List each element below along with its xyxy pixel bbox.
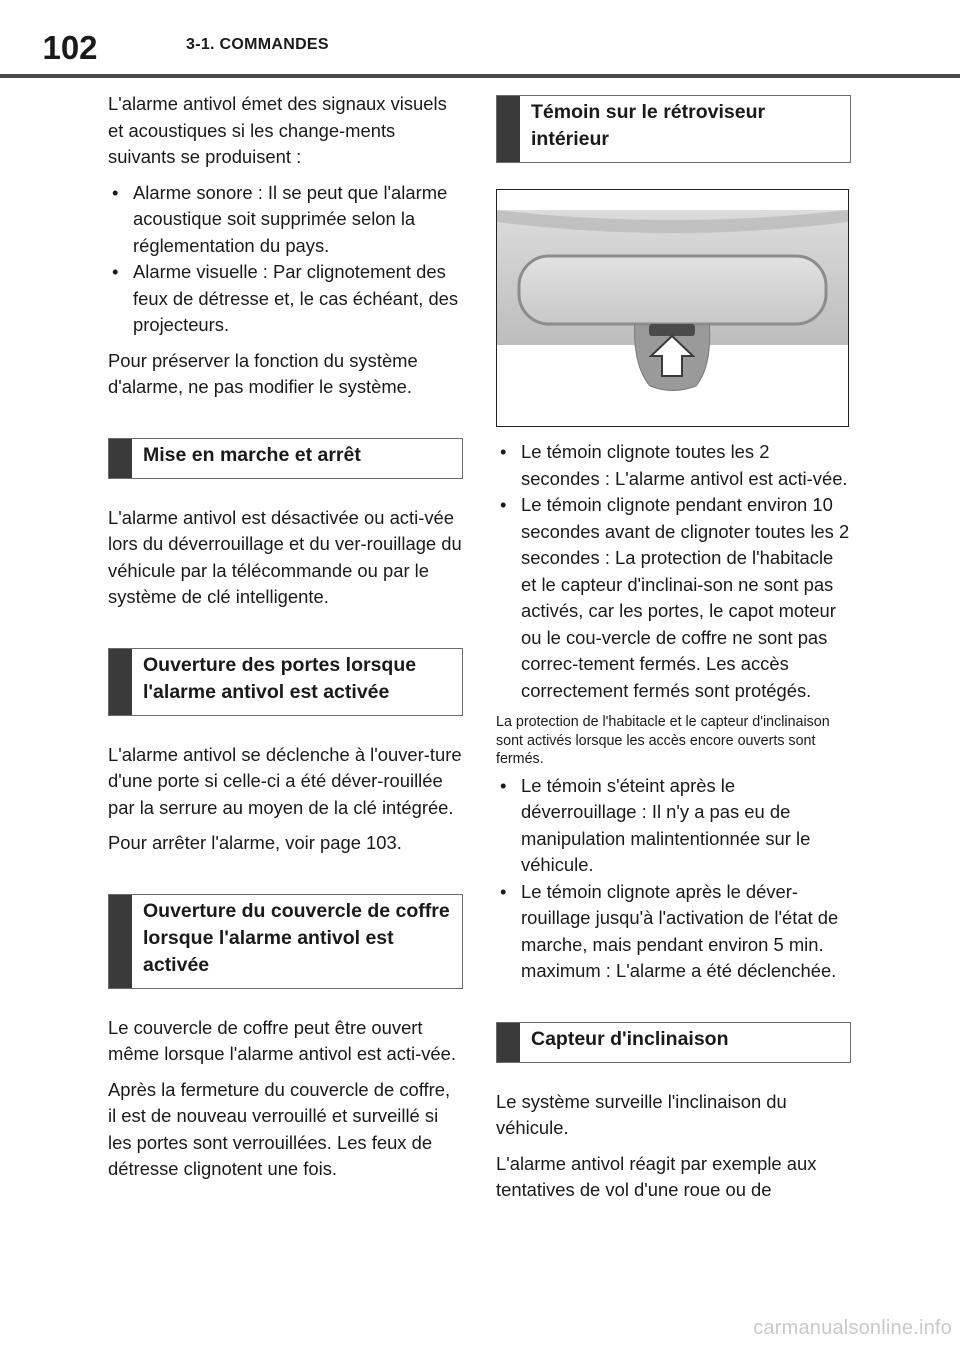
bullet-item: • Le témoin s'éteint après le déverrouillage : Il n'y a pas eu de manipulation malintentionnée sur le véhicule. bbox=[496, 773, 851, 879]
page-header bbox=[0, 0, 960, 78]
trunk-text-1: Le couvercle de coffre peut être ouvert même lorsque l'alarme antivol est acti-vée. bbox=[108, 1016, 456, 1064]
left-column bbox=[108, 91, 463, 1192]
heading-text: Capteur d'inclinaison bbox=[531, 1027, 729, 1050]
tilt-text-2: L'alarme antivol réagit par exemple aux tentatives de vol d'une roue ou de bbox=[496, 1152, 817, 1200]
indicator-led bbox=[649, 324, 695, 336]
page-number: 102 bbox=[42, 29, 98, 66]
bullet-item: • Alarme sonore : Il se peut que l'alarme acoustique soit supprimée selon la réglementation du pays. bbox=[108, 180, 463, 260]
section-title: 3-1. COMMANDES bbox=[186, 36, 329, 53]
doors-stop-text: Pour arrêter l'alarme, voir page 103. bbox=[108, 832, 402, 853]
mirror-body bbox=[519, 256, 826, 324]
indicator-note: La protection de l'habitacle et le capteur d'inclinaison sont activés lorsque les accès encore ouverts sont fermés. bbox=[496, 714, 830, 767]
heading-mise-en-marche bbox=[108, 438, 463, 479]
heading-capteur-inclinaison bbox=[496, 1022, 851, 1063]
heading-text: Témoin sur le rétroviseur intérieur bbox=[531, 101, 766, 150]
indicator-bullet-list-2 bbox=[496, 773, 851, 985]
heading-text: Ouverture des portes lorsque l'alarme antivol est activée bbox=[143, 653, 417, 703]
tilt-text-1: Le système surveille l'inclinaison du véhicule. bbox=[496, 1090, 787, 1138]
heading-bar bbox=[109, 895, 132, 988]
mirror-illustration bbox=[496, 189, 849, 427]
heading-ouverture-coffre bbox=[108, 894, 463, 989]
doors-text: L'alarme antivol se déclenche à l'ouver-ture d'une porte si celle-ci a été déver-rouillée par la serrure au moyen de la clé intégrée. bbox=[108, 743, 462, 818]
intro-text: L'alarme antivol émet des signaux visuels et acoustiques si les change-ments suivants se produisent : bbox=[108, 93, 447, 167]
preserve-text: Pour préserver la fonction du système d'alarme, ne pas modifier le système. bbox=[108, 349, 418, 397]
heading-bar bbox=[497, 1023, 520, 1062]
bullet-item: • Le témoin clignote après le déver-rouillage jusqu'à l'activation de l'état de marche, mais pendant environ 5 min. maximum : L'alarme a été déclenchée. bbox=[496, 879, 851, 985]
indicator-bullet-list-1 bbox=[496, 439, 851, 704]
watermark: carmanualsonline.info bbox=[753, 1317, 952, 1339]
header-rule bbox=[0, 74, 960, 78]
intro-bullet-list bbox=[108, 180, 463, 339]
bullet-item: • Le témoin clignote toutes les 2 secondes : L'alarme antivol est acti-vée. bbox=[496, 439, 851, 492]
heading-bar bbox=[109, 649, 132, 715]
heading-temoin bbox=[496, 95, 851, 163]
mirror-illustration-svg bbox=[497, 190, 848, 426]
bullet-item: • Le témoin clignote pendant environ 10 secondes avant de clignoter toutes les 2 secondes : La protection de l'habitacle et le capteur d'inclinai-son ne sont pas activés, car les portes, le capot moteur ou le cou-vercle de coffre ne sont pas correc-tement fermés. Les accès correctement fermés sont protégés. bbox=[496, 492, 851, 704]
heading-text: Mise en marche et arrêt bbox=[143, 443, 361, 466]
heading-bar bbox=[497, 96, 520, 162]
right-column bbox=[496, 95, 851, 1213]
on-off-text: L'alarme antivol est désactivée ou acti-vée lors du déverrouillage et du ver-rouillage du véhicule par la télécommande ou par le système de clé intelligente. bbox=[108, 506, 462, 607]
heading-ouverture-portes bbox=[108, 648, 463, 716]
bullet-item: • Alarme visuelle : Par clignotement des feux de détresse et, le cas échéant, des projecteurs. bbox=[108, 259, 463, 339]
heading-bar bbox=[109, 439, 132, 478]
trunk-text-2: Après la fermeture du couvercle de coffre, il est de nouveau verrouillé et surveillé si les portes sont verrouillées. Les feux de détresse clignotent une fois. bbox=[108, 1078, 451, 1179]
heading-text: Ouverture du couvercle de coffre lorsque l'alarme antivol est activée bbox=[143, 899, 450, 976]
